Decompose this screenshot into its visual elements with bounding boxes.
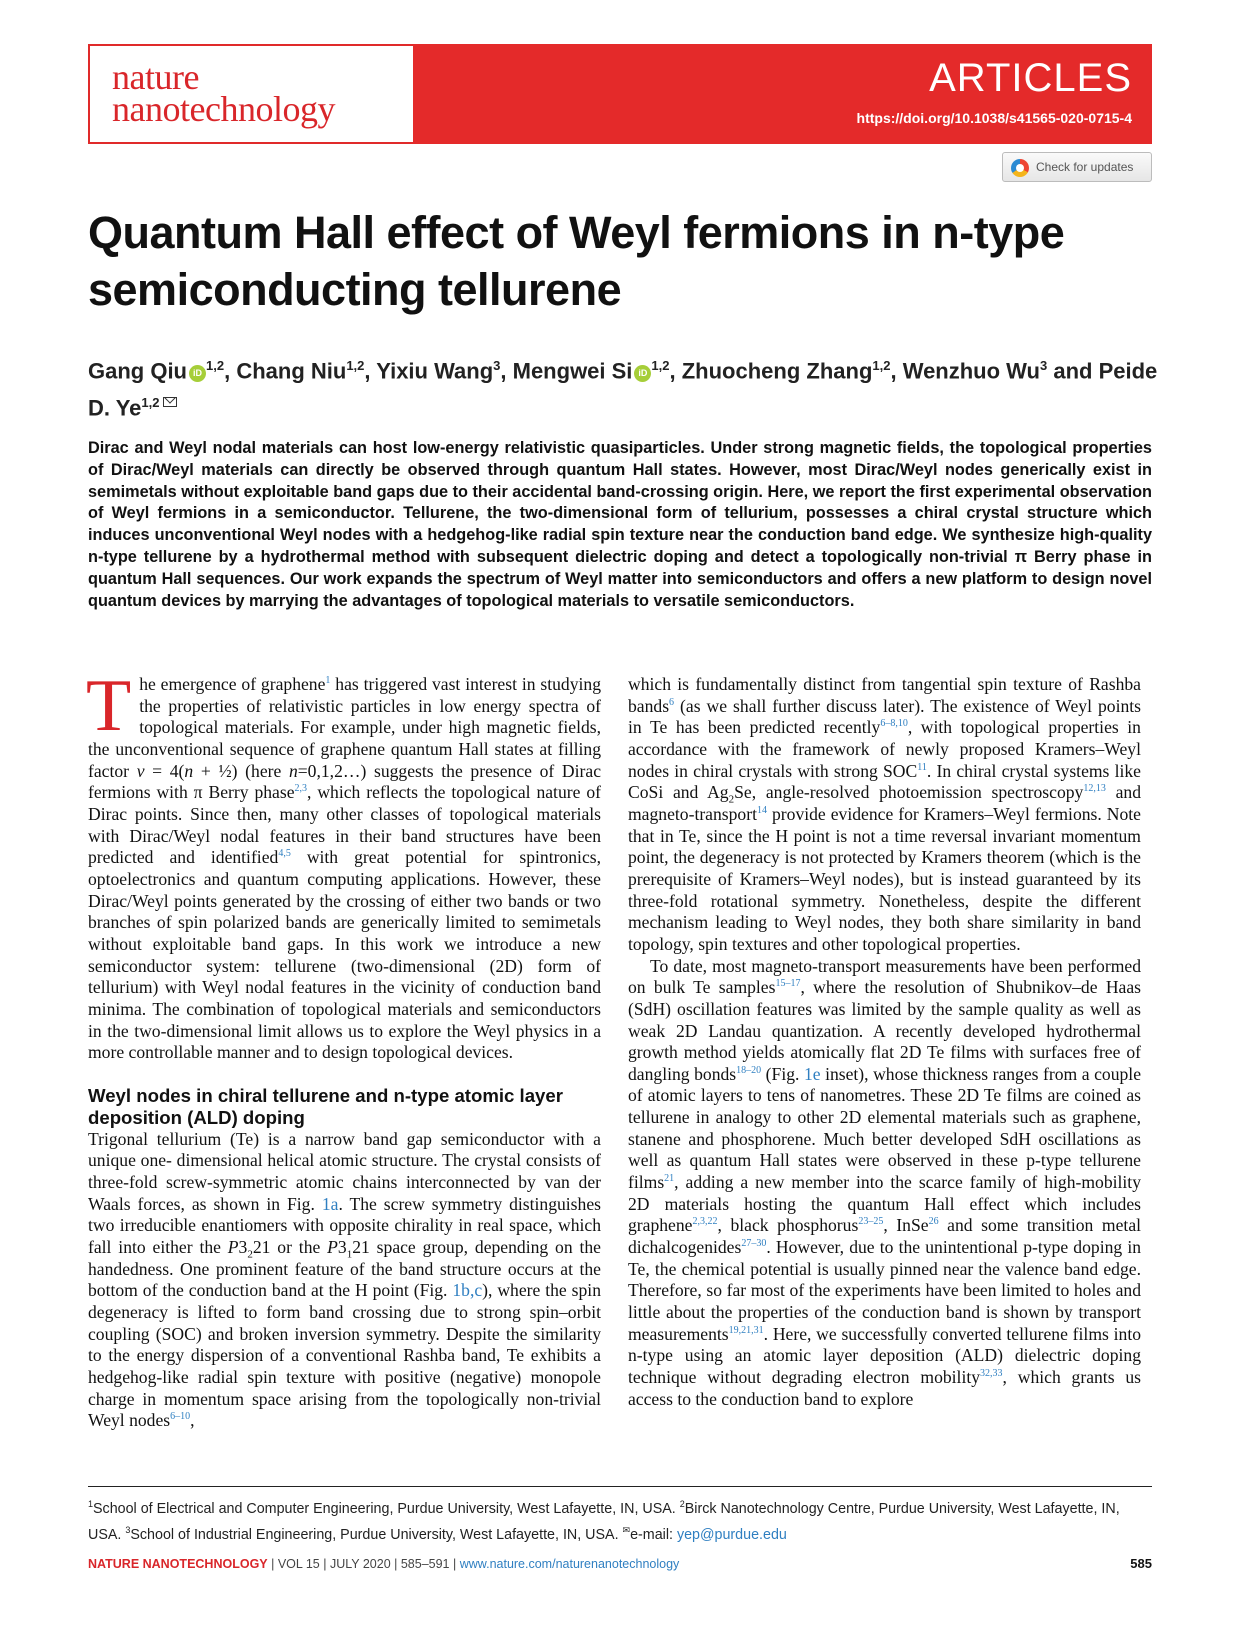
citation-ref[interactable]: 27–30 (741, 1238, 767, 1250)
page-number: 585 (1130, 1556, 1152, 1571)
author-affiliation: 1,2 (141, 395, 160, 411)
section-text-1: Trigonal tellurium (Te) is a narrow band gap semiconductor with a unique one- dimensional helical atomic structure. The crystal consists of three-fold screw-symmetric atomic chains interconnected by van der Waals forces, as shown in Fig. 1a. The screw symmetry distinguishes two irreducible enantiomers with opposite chirality in real space, which fall into either the $P3_221$ or the $P3_121$ space group, depending on the handedness. One prominent feature of the band structure occurs at the bottom of the conduction band at the H point (Fig. 1b,c), where the spin degeneracy is lifted to form band crossing due to strong spin–orbit coupling (SOC) and broken inversion symmetry. Despite the similarity to the energy dispersion of a conventional Rashba band, Te exhibits a hedgehog-like radial spin texture with positive (negative) monopole charge in momentum space arising from the topologically non-trivial Weyl nodes$^{6-10}$, (88, 1128, 601, 1431)
section-text-2: To date, most magneto-transport measurements have been performed on bulk Te samples$^{15-17}$, where the resolution of Shubnikov–de Haas (SdH) oscillation features was limited by the sample quality as well as weak 2D Landau quantization. A recently developed hydrothermal growth method yields atomically flat 2D Te films with surfaces free of dangling bonds$^{18-20}$ (Fig. 1e inset), whose thickness ranges from a couple of atomic layers to tens of nanometres. These 2D Te films are coined as tellurene in analogy to other 2D elemental materials such as graphene, stanene and phosphorene. Much better developed SdH oscillations as well as quantum Hall states were observed in these p-type tellurene films$^{21}$, adding a new member into the scarce family of high-mobility 2D materials hosting the quantum Hall effect which includes graphene$^{2,3,22}$, black phosphorus$^{23-25}$, InSe$^{26}$ and some transition metal dichalcogenides$^{27-30}$. However, due to the unintentional p-type doping in Te, the chemical potential is usually pinned near the valence band edge. Therefore, so far most of the experiments have been limited to holes and little about the properties of the conduction band is shown by transport measurements$^{19,21,31}$. Here, we successfully converted tellurene films into n-type using an atomic layer deposition (ALD) dielectric doping technique without degrading electron mobility$^{32,33}$, which grants us access to the conduction band to explore (628, 955, 1142, 1409)
article-title: Quantum Hall effect of Weyl fermions in n-type semiconducting tellurene (88, 207, 1065, 315)
citation-ref[interactable]: 15–17 (775, 978, 801, 990)
citation-ref[interactable]: 6–10 (170, 1411, 191, 1423)
affiliation-marker: 1 (88, 1499, 94, 1509)
citation-ref[interactable]: 6–8,10 (880, 718, 908, 730)
affiliation-marker: 3 (125, 1524, 131, 1535)
author-name[interactable]: Gang Qiu (88, 358, 187, 384)
math-symbol: ν (136, 760, 145, 781)
author-name[interactable]: Peide D. Ye (88, 358, 1158, 421)
section-paragraph-1 (88, 1129, 601, 1432)
affiliation-marker: 2 (679, 1499, 685, 1509)
orcid-icon[interactable]: iD (189, 365, 206, 382)
journal-footer (88, 1557, 679, 1571)
body-column-left (86, 665, 602, 1432)
subscript: 1 (346, 1248, 353, 1261)
body-column-right (628, 674, 1141, 1410)
section-paragraph-2 (628, 956, 1141, 1411)
check-for-updates-label: Check for updates (1036, 160, 1134, 174)
journal-url-link[interactable]: www.nature.com/naturenanotechnology (459, 1557, 680, 1571)
journal-brand-box (88, 44, 413, 144)
crossmark-icon (1011, 159, 1029, 177)
section-label: ARTICLES (929, 56, 1132, 100)
intro-paragraph (86, 665, 602, 1064)
figure-link[interactable]: 1a (321, 1193, 339, 1214)
citation-ref[interactable]: 14 (756, 804, 767, 816)
author-affiliation: 1,2 (206, 358, 225, 373)
citation-ref[interactable]: 26 (928, 1216, 939, 1228)
citation-ref[interactable]: 19,21,31 (728, 1324, 764, 1336)
affiliations-text: $^1$School of Electrical and Computer Engineering, Purdue University, West Lafayette, IN, USA. $^2$Birck Nanotechnology Centre, Purdue University, West Lafayette, IN, USA. $^3$School of Industrial Engineering, Purdue University, West Lafayette, IN, USA. ✉e-mail: yep@purdue.edu (88, 1499, 1120, 1543)
footnote-divider (88, 1486, 1152, 1487)
email-icon: ✉ (622, 1524, 631, 1535)
author-name[interactable]: Zhuocheng Zhang (681, 358, 873, 384)
author-list: Gang Qiu iD$^{1,2}$, Chang Niu$^{1,2}$, Yixiu Wang$^3$, Mengwei Si iD$^{1,2}$, Zhuocheng Zhang$^{1,2}$, Wenzhuo Wu$^3$ and Peide D. Ye$^{1,2}$ (88, 358, 1158, 421)
check-for-updates-button[interactable] (1002, 152, 1152, 182)
continued-paragraph (628, 674, 1141, 956)
citation-ref[interactable]: 11 (917, 761, 927, 773)
author-affiliation: 1,2 (346, 358, 365, 373)
math-symbol: n (184, 760, 194, 781)
author-affiliation: 1,2 (872, 358, 891, 373)
figure-link[interactable]: 1e (803, 1063, 821, 1084)
author-name[interactable]: Mengwei Si (512, 358, 633, 384)
citation-ref[interactable]: 6 (669, 696, 675, 708)
citation-ref[interactable]: 23–25 (858, 1216, 884, 1228)
citation-ref[interactable]: 2,3,22 (692, 1216, 718, 1228)
section-banner (413, 44, 1152, 144)
citation-ref[interactable]: 4,5 (278, 848, 291, 860)
author-name[interactable]: Chang Niu (236, 358, 347, 384)
citation-ref[interactable]: 12,13 (1083, 783, 1106, 795)
author-name[interactable]: Wenzhuo Wu (902, 358, 1040, 384)
citation-ref[interactable]: 1 (325, 675, 331, 686)
subscript: 2 (247, 1248, 253, 1261)
subscript: 2 (728, 793, 735, 806)
dropcap: T (86, 665, 132, 747)
journal-name: NATURE NANOTECHNOLOGY (88, 1557, 268, 1571)
corresponding-email-icon[interactable] (163, 397, 177, 407)
author-affiliation: 3 (493, 358, 501, 373)
author-affiliation: 1,2 (651, 358, 670, 373)
citation-ref[interactable]: 18–20 (736, 1064, 762, 1076)
orcid-icon[interactable]: iD (634, 365, 651, 382)
math-symbol: P (227, 1237, 239, 1258)
section-heading: Weyl nodes in chiral tellurene and n-type atomic layer deposition (ALD) doping (88, 1084, 563, 1128)
journal-brand-line2: nanotechnology (112, 89, 335, 129)
citation-ref[interactable]: 2,3 (294, 783, 308, 795)
issue-info: | VOL 15 | JULY 2020 | 585–591 | (267, 1557, 460, 1571)
continued-text: which is fundamentally distinct from tangential spin texture of Rashba bands$^6$ (as we shall further discuss later). The existence of Weyl points in Te has been predicted recently$^{6-8,10}$, with topological properties in accordance with the framework of newly proposed Kramers–Weyl nodes in chiral crystals with strong SOC$^{11}$. In chiral crystal systems like CoSi and $Ag_2Se$, angle-resolved photoemission spectroscopy$^{12,13}$ and magneto-transport$^{14}$ provide evidence for Kramers–Weyl fermions. Note that in Te, since the H point is not a time reversal invariant momentum point, the degeneracy is not protected by Kramers theorem (which is the prerequisite of Kramers–Weyl nodes), but is instead guaranteed by its three-fold rotational symmetry. Nonetheless, despite the different mechanism leading to Weyl nodes, they both share similarity in band topology, spin textures and other topological properties. (628, 674, 1141, 954)
author-name[interactable]: Yixiu Wang (376, 358, 494, 384)
email-link[interactable]: yep@purdue.edu (676, 1526, 787, 1543)
author-affiliation: 3 (1039, 358, 1048, 373)
affiliations (88, 1494, 1152, 1546)
journal-brand-line1: nature (112, 57, 199, 97)
citation-ref[interactable]: 21 (664, 1173, 675, 1185)
figure-link[interactable]: 1b,c (452, 1280, 483, 1301)
math-symbol: n (288, 760, 298, 781)
doi-link[interactable]: https://doi.org/10.1038/s41565-020-0715-4 (856, 110, 1132, 126)
citation-ref[interactable]: 32,33 (980, 1368, 1003, 1379)
abstract: Dirac and Weyl nodal materials can host low-energy relativistic quasiparticles. Under strong magnetic fields, the topological properties of Dirac/Weyl materials can directly be observed through quantum Hall states. However, most Dirac/Weyl nodes generically exist in semimetals without exploitable band gaps due to their accidental band-crossing origin. Here, we report the first experimental observation of Weyl fermions in a semiconductor. Tellurene, the two-dimensional form of tellurium, possesses a chiral crystal structure which induces unconventional Weyl nodes with a hedgehog-like radial spin texture near the conduction band edge. We synthesize high-quality n-type tellurene by a hydrothermal method with subsequent dielectric doping and detect a topologically non-trivial π Berry phase in quantum Hall sequences. Our work expands the spectrum of Weyl matter into semiconductors and offers a new platform to design novel quantum devices by marrying the advantages of topological materials to versatile semiconductors. (88, 439, 1152, 610)
math-symbol: P (327, 1237, 338, 1258)
intro-text: he emergence of graphene$^1$ has triggered vast interest in studying the properties of relativistic particles in low energy spectra of topological materials. For example, under high magnetic fields, the unconventional sequence of graphene quantum Hall states at filling factor ν = 4(n + ½) (here n=0,1,2…) suggests the presence of Dirac fermions with π Berry phase$^{2,3}$, which reflects the topological nature of Dirac points. Since then, many other classes of topological materials with Dirac/Weyl nodal features in their band structures have been predicted and identified$^{4,5}$ with great potential for spintronics, optoelectronics and quantum computing applications. However, these Dirac/Weyl points generated by the crossing of either two bands or two branches of spin polarized bands are generically limited to semimetals without exploitable band gaps. In this work we introduce a new semiconductor system: tellurene (two-dimensional (2D) form of tellurium) with Weyl nodal features in the vicinity of conduction band minima. The combination of topological materials and semiconductors in the two-dimensional limit allows us to explore the Weyl physics in a more controllable manner and to design topological devices. (88, 674, 602, 1063)
